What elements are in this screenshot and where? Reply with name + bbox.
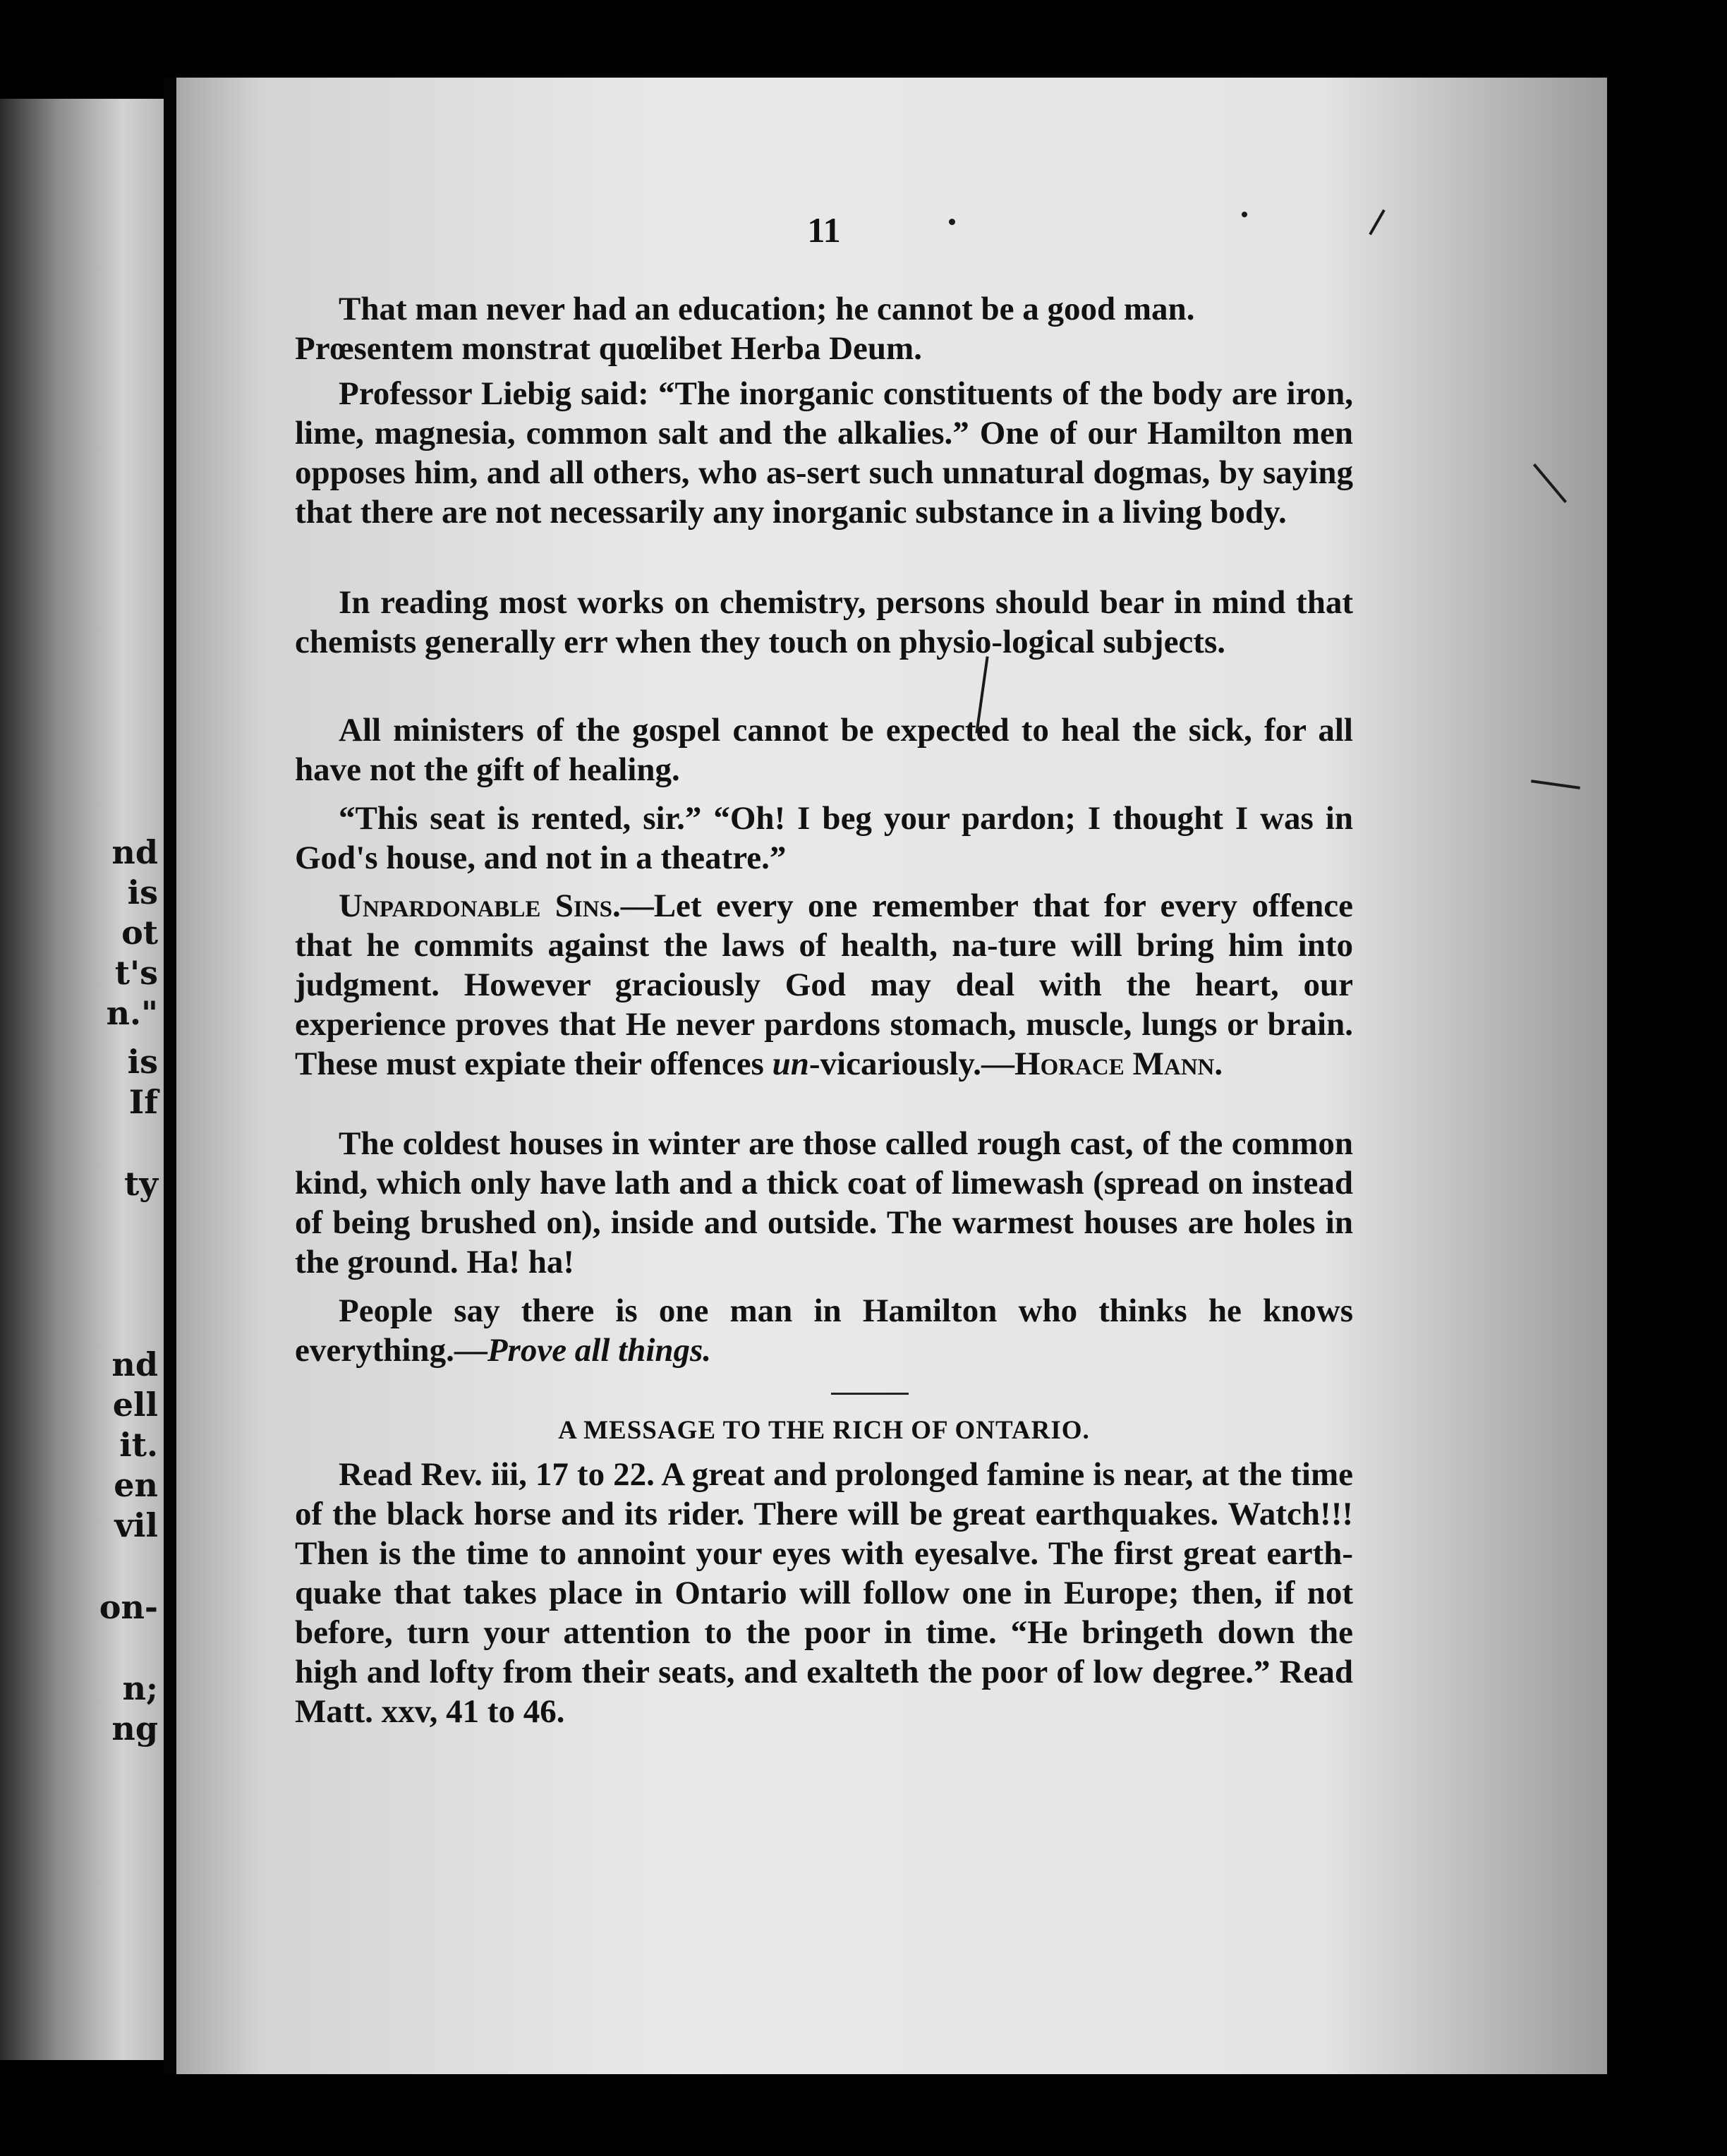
pencil-mark xyxy=(1531,780,1580,789)
paragraph-text: —Let every one remember that for every offence that he commits against the laws of health, na-ture will bring him into judgment. However graciously God may deal with the heart, our experience proves that He never pardons stomach, muscle, lungs or brain. These must expiate their offences xyxy=(295,888,1353,1082)
paragraph-unpardonable-sins xyxy=(295,886,1353,1084)
paragraph-knows-everything xyxy=(295,1291,1353,1370)
left-facing-page xyxy=(0,99,164,2060)
italic-text: Prove all things. xyxy=(487,1332,712,1369)
book-page xyxy=(176,78,1607,2074)
paragraph-education xyxy=(295,289,1353,368)
left-page-fragment: en xyxy=(114,1466,158,1504)
paragraph-text: -vicariously.— xyxy=(808,1046,1015,1082)
italic-text: un xyxy=(772,1046,809,1082)
left-page-fragment: t's xyxy=(114,954,158,992)
left-page-fragment: n; xyxy=(122,1669,158,1707)
section-title: Unpardonable Sins. xyxy=(339,888,621,924)
left-page-fragment: n." xyxy=(106,994,158,1032)
left-page-fragment: ty xyxy=(124,1165,158,1203)
section-divider xyxy=(831,1393,909,1395)
left-page-fragment: is xyxy=(127,873,158,912)
pencil-mark xyxy=(1369,210,1385,236)
section-heading: A MESSAGE TO THE RICH OF ONTARIO. xyxy=(558,1416,1090,1445)
left-page-fragment: nd xyxy=(111,1345,158,1383)
left-page-fragment: If xyxy=(128,1083,158,1121)
left-page-fragment: is xyxy=(127,1043,158,1081)
left-page-fragment: vil xyxy=(114,1506,158,1544)
paragraph-rented-seat: “This seat is rented, sir.” “Oh! I beg your pardon; I thought I was in God's house, and not in a theatre.” xyxy=(295,800,1353,876)
paragraph-chemistry: In reading most works on chemistry, persons should bear in mind that chemists generally err when they touch on physio-logical subjects. xyxy=(295,584,1353,660)
paragraph-text: People say there is one man in Hamilton who thinks he knows everything.— xyxy=(295,1292,1353,1369)
page-number: 11 xyxy=(807,210,841,250)
paragraph-coldest-houses: The coldest houses in winter are those called rough cast, of the common kind, which only have lath and a thick coat of limewash (spread on instead of being brushed on), inside and outside. The warmest houses are holes in the ground. Ha! ha! xyxy=(295,1125,1353,1280)
text-line: That man never had an education; he cannot be a good man. xyxy=(339,291,1195,327)
paragraph-liebig: Professor Liebig said: “The inorganic constituents of the body are iron, lime, magnesia, common salt and the alkalies.” One of our Hamilton men opposes him, and all others, who as-sert such unnatural dogmas, by saying that there are not necessarily any inorganic substance in a living body. xyxy=(295,375,1353,531)
text-line: Prœsentem monstrat quœlibet Herba Deum. xyxy=(295,330,922,367)
left-page-fragment: it. xyxy=(119,1426,158,1464)
left-page-fragment: nd xyxy=(111,833,158,871)
left-page-fragment: on- xyxy=(99,1588,158,1626)
paragraph-ministers: All ministers of the gospel cannot be expected to heal the sick, for all have not the gift of healing. xyxy=(295,712,1353,788)
left-page-fragment: ng xyxy=(111,1709,158,1748)
left-page-fragment: ell xyxy=(112,1386,158,1424)
left-page-fragment: ot xyxy=(121,914,158,952)
paragraph-message: Read Rev. iii, 17 to 22. A great and prolonged famine is near, at the time of the black horse and its rider. There will be great earthquakes. Watch!!! Then is the time to annoint your eyes with eyesalve. The first great earth-quake that takes place in Ontario will follow one in Europe; then, if not before, turn your attention to the poor in time. “He bringeth down the high and lofty from their seats, and exalteth the poor of low degree.” Read Matt. xxv, 41 to 46. xyxy=(295,1456,1353,1730)
author-name: Horace Mann. xyxy=(1014,1046,1223,1082)
book-gutter xyxy=(164,78,176,2074)
pencil-mark xyxy=(1533,464,1567,503)
